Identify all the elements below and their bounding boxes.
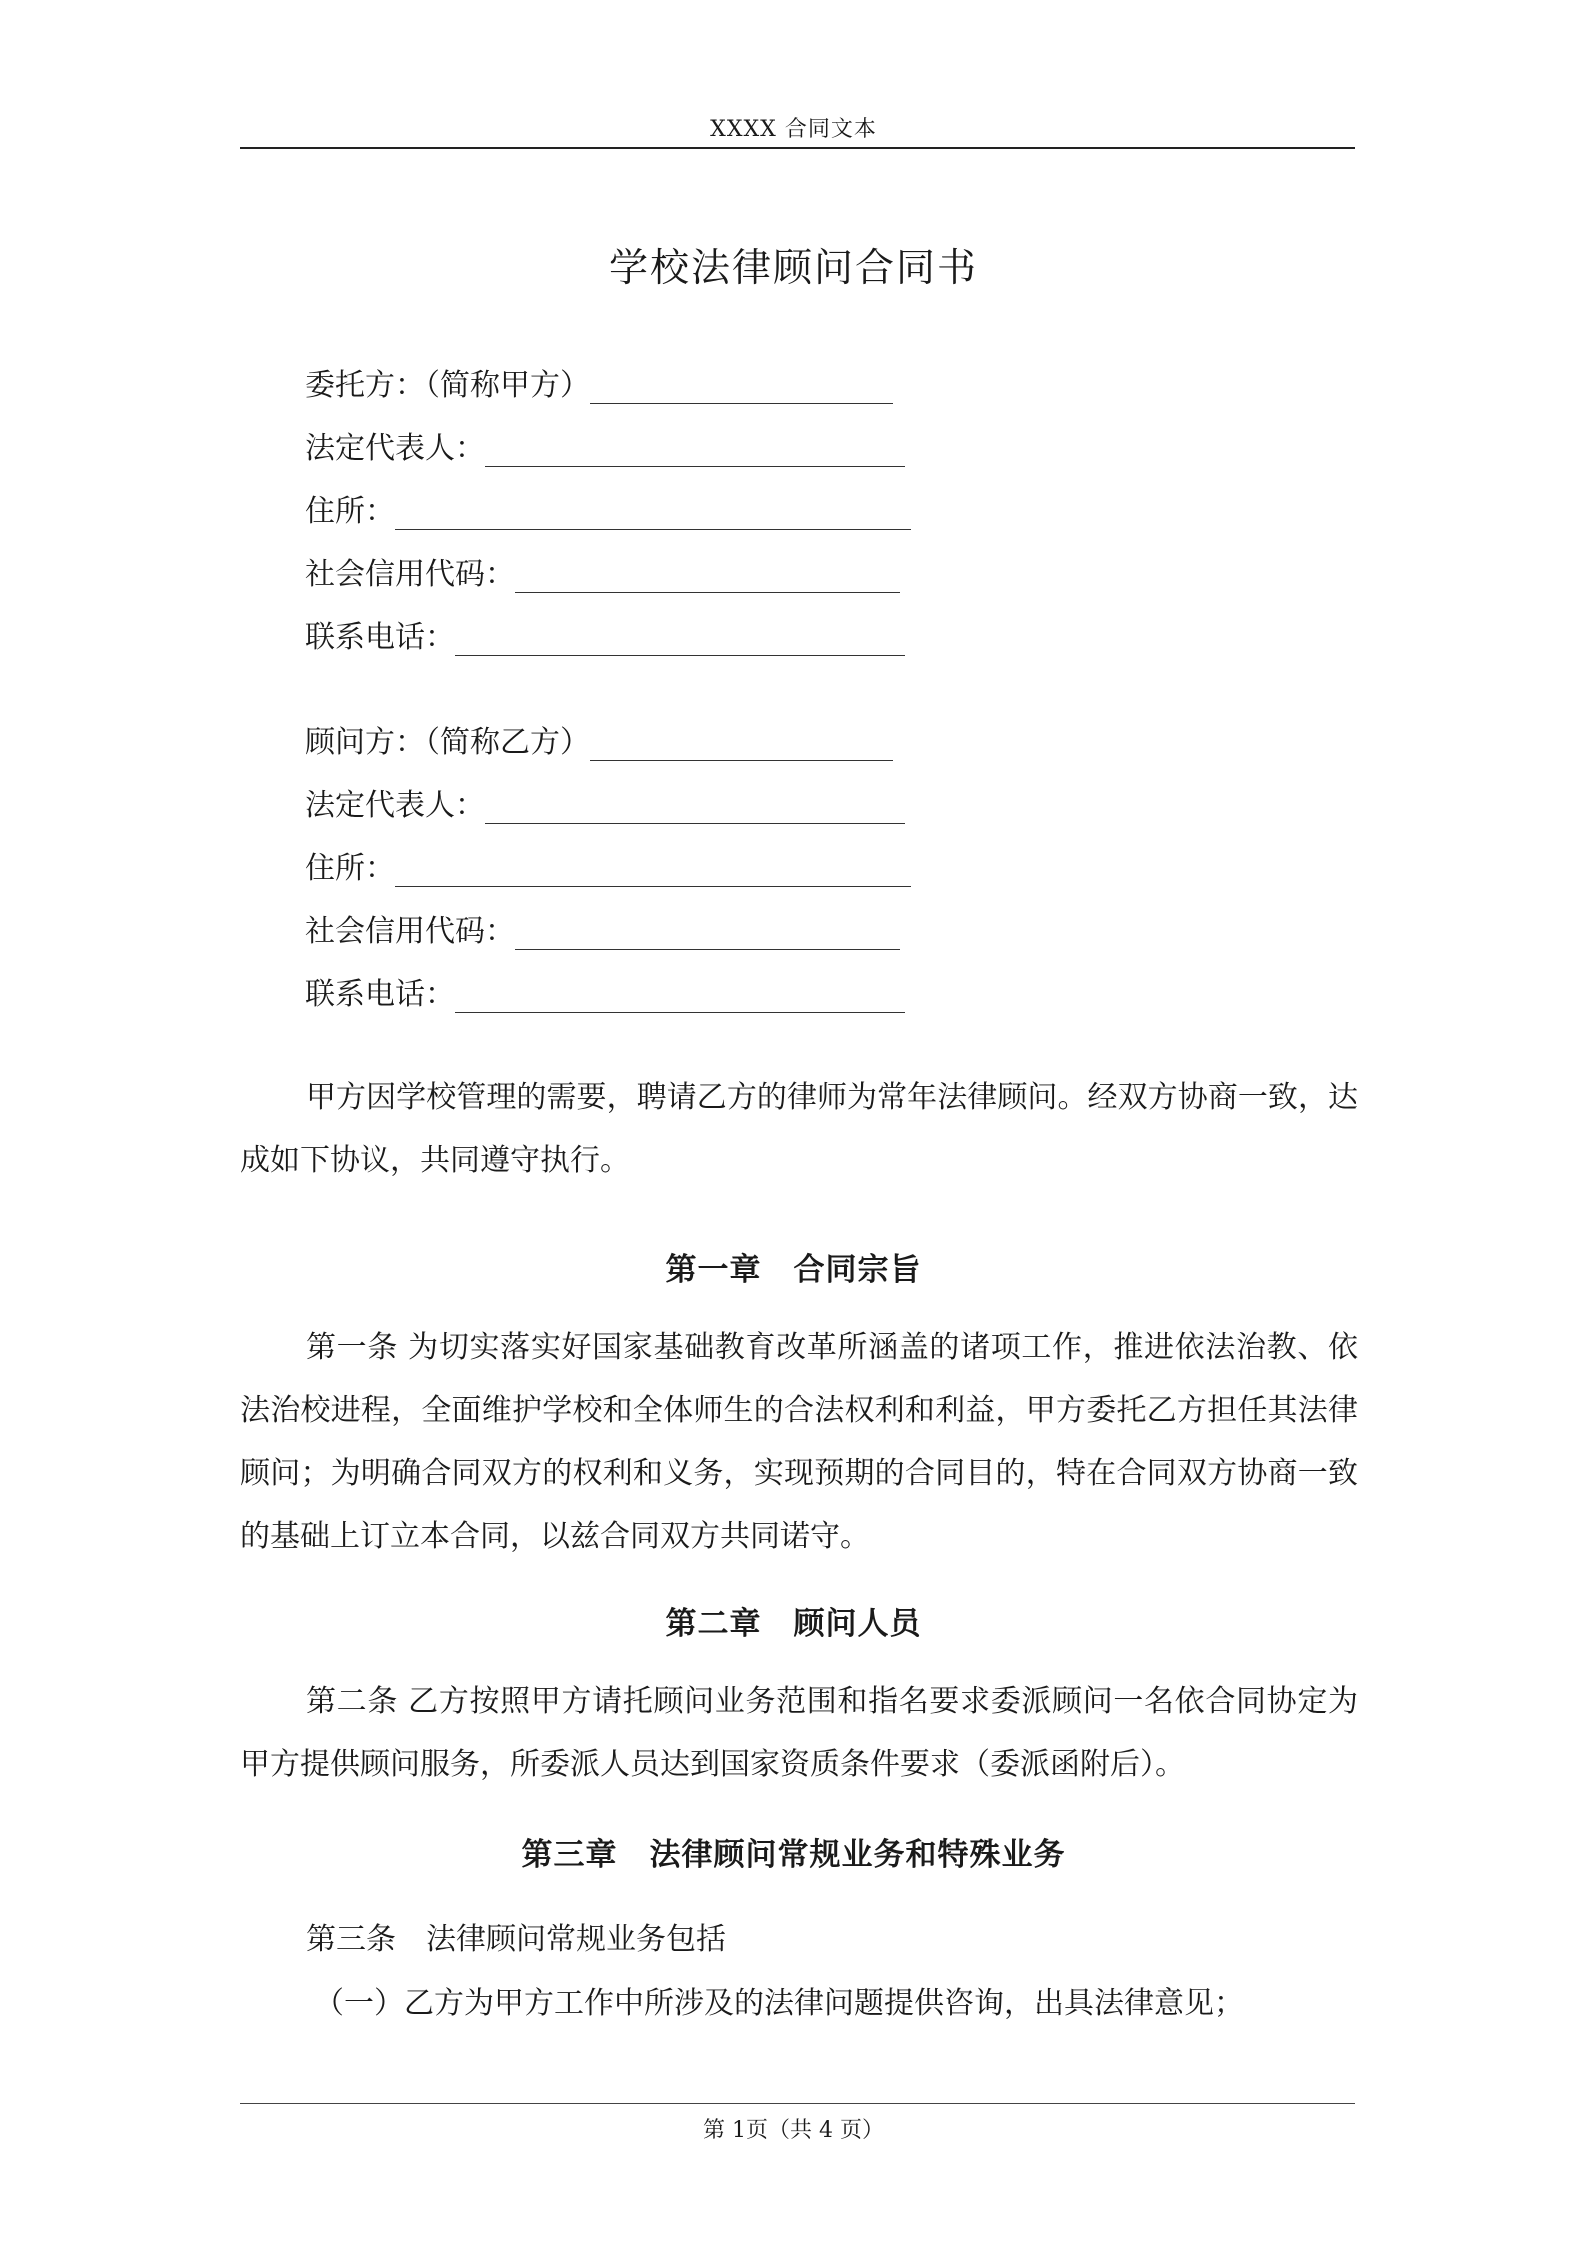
page-header: XXXX 合同文本 bbox=[710, 117, 877, 142]
party-a-phone-label: 联系电话： bbox=[305, 620, 455, 655]
party-a-credit-code-field bbox=[305, 549, 900, 593]
chapter-2-heading: 第二章 顾问人员 bbox=[665, 1606, 922, 1642]
article-2-paragraph: 第二条 乙方按照甲方请托顾问业务范围和指名要求委派顾问一名依合同协定为甲方提供顾问服务，所委派人员达到国家资质条件要求（委派函附后）。 bbox=[240, 1684, 1358, 1782]
article-3-heading: 第三条 法律顾问常规业务包括 bbox=[306, 1922, 726, 1957]
header-divider bbox=[240, 147, 1355, 149]
party-a-legal-rep-field bbox=[305, 423, 905, 467]
party-a-address-blank[interactable] bbox=[395, 499, 911, 530]
party-b-phone-blank[interactable] bbox=[455, 982, 905, 1013]
preamble-paragraph: 甲方因学校管理的需要，聘请乙方的律师为常年法律顾问。经双方协商一致，达成如下协议，共同遵守执行。 bbox=[240, 1080, 1358, 1178]
page-number: 第 1页（共 4 页） bbox=[703, 2118, 884, 2143]
party-b-phone-label: 联系电话： bbox=[305, 977, 455, 1012]
party-b-address-field bbox=[305, 843, 911, 887]
party-b-advisor-label: 顾问方：（简称乙方） bbox=[305, 725, 590, 760]
article-1-paragraph: 第一条 为切实落实好国家基础教育改革所涵盖的诸项工作，推进依法治教、依法治校进程，全面维护学校和全体师生的合法权利和利益，甲方委托乙方担任其法律顾问；为明确合同双方的权利和义务，实现预期的合同目的，特在合同双方协商一致的基础上订立本合同，以兹合同双方共同诺守。 bbox=[240, 1330, 1358, 1554]
party-a-legal-rep-label: 法定代表人： bbox=[305, 431, 485, 466]
footer-divider bbox=[240, 2103, 1355, 2104]
party-a-client-label: 委托方：（简称甲方） bbox=[305, 368, 590, 403]
party-b-legal-rep-field bbox=[305, 780, 905, 824]
party-b-phone-field bbox=[305, 969, 905, 1013]
party-a-client-blank[interactable] bbox=[590, 373, 893, 404]
party-b-credit-code-field bbox=[305, 906, 900, 950]
document-title: 学校法律顾问合同书 bbox=[608, 246, 978, 291]
party-b-legal-rep-label: 法定代表人： bbox=[305, 788, 485, 823]
party-a-legal-rep-blank[interactable] bbox=[485, 436, 905, 467]
party-a-phone-field bbox=[305, 612, 905, 656]
party-a-address-field bbox=[305, 486, 911, 530]
party-b-legal-rep-blank[interactable] bbox=[485, 793, 905, 824]
party-a-phone-blank[interactable] bbox=[455, 625, 905, 656]
party-a-credit-code-label: 社会信用代码： bbox=[305, 557, 515, 592]
party-b-advisor-blank[interactable] bbox=[590, 730, 893, 761]
chapter-3-heading: 第三章 法律顾问常规业务和特殊业务 bbox=[521, 1837, 1066, 1873]
party-b-credit-code-blank[interactable] bbox=[515, 919, 900, 950]
party-a-address-label: 住所： bbox=[305, 494, 395, 529]
party-b-address-label: 住所： bbox=[305, 851, 395, 886]
party-b-advisor-field bbox=[305, 717, 893, 761]
chapter-1-heading: 第一章 合同宗旨 bbox=[665, 1252, 922, 1288]
party-b-credit-code-label: 社会信用代码： bbox=[305, 914, 515, 949]
party-b-address-blank[interactable] bbox=[395, 856, 911, 887]
article-3-item-1: （一）乙方为甲方工作中所涉及的法律问题提供咨询，出具法律意见； bbox=[314, 1986, 1244, 2021]
party-a-credit-code-blank[interactable] bbox=[515, 562, 900, 593]
party-a-client-field bbox=[305, 360, 893, 404]
